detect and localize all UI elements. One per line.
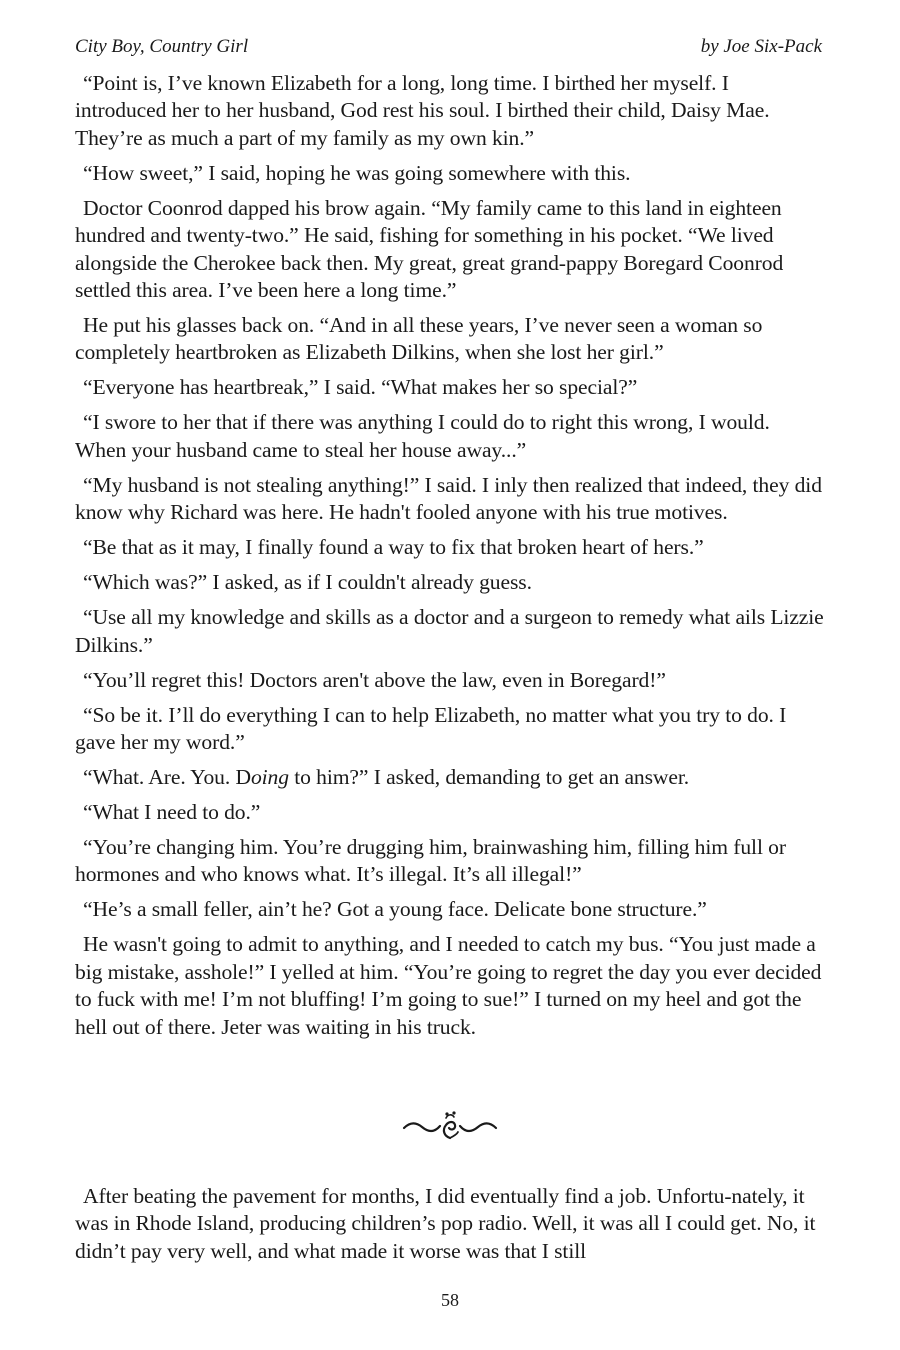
paragraph: “Which was?” I asked, as if I couldn't already guess.: [83, 570, 532, 595]
paragraph: He put his glasses back on. “And in all these years, I’ve never seen a woman so completely heartbroken as Elizabeth Dilkins, when she lost her girl.”: [75, 313, 763, 365]
page-number: 58: [441, 1290, 459, 1310]
paragraph: Doctor Coonrod dapped his brow again. “My family came to this land in eighteen hundred and twenty-two.” He said, fishing for something in his pocket. “We lived alongside the Cherokee back then. My great, great grand-pappy Boregard Coonrod settled this area. I’ve been here a long time.”: [75, 195, 784, 303]
body-text: [75, 70, 825, 1049]
paragraph: “Point is, I’ve known Elizabeth for a long, long time. I birthed her myself. I introduced her to her husband, God rest his soul. I birthed their child, Daisy Mae. They’re as much a part of my family as my own kin.”: [75, 71, 770, 150]
paragraph-with-emphasis: [75, 764, 825, 791]
paragraph: “You’ll regret this! Doctors aren't above the law, even in Boregard!”: [83, 667, 666, 692]
paragraph: “So be it. I’ll do everything I can to help Elizabeth, no matter what you try to do. I gave her my word.”: [75, 702, 787, 755]
paragraph: “Use all my knowledge and skills as a doctor and a surgeon to remedy what ails Lizzie Dilkins.”: [75, 605, 824, 657]
paragraph: “Be that as it may, I finally found a way to fix that broken heart of hers.”: [83, 535, 704, 560]
body-text-after-break: [75, 1183, 825, 1273]
paragraph: “You’re changing him. You’re drugging him, brainwashing him, filling him full or hormones and who knows what. It’s illegal. It’s all illegal!”: [75, 835, 786, 887]
flourish-graphic: [402, 1108, 498, 1142]
paragraph: “How sweet,” I said, hoping he was going somewhere with this.: [83, 160, 631, 185]
paragraph: “I swore to her that if there was anything I could do to right this wrong, I would. When your husband came to steal her house away...”: [75, 410, 770, 462]
section-break-flourish-icon: [0, 1108, 900, 1142]
paragraph: “Everyone has heartbreak,” I said. “What makes her so special?”: [83, 375, 638, 400]
paragraph: He wasn't going to admit to anything, and I needed to catch my bus. “You just made a big mistake, asshole!” I yelled at him. “You’re going to regret the day you ever decided to fuck with me! I’m not bluffing! I’m going to sue!” I turned on my heel and got the hell out of there. Jeter was waiting in his truck.: [75, 932, 822, 1039]
running-header: [75, 36, 822, 58]
paragraph: After beating the pavement for months, I did eventually find a job. Unfortu-nately, it was in Rhode Island, producing children’s pop radio. Well, it was all I could get. No, it didn’t pay very well, and what made it worse was that I still: [75, 1184, 816, 1263]
emphasis-text: oing: [250, 765, 289, 790]
author-name: by Joe Six-Pack: [700, 36, 822, 57]
emphasis-before: “What. Are. You. D: [83, 765, 251, 790]
paragraph: “He’s a small feller, ain’t he? Got a young face. Delicate bone structure.”: [83, 897, 707, 922]
emphasis-after: to him?” I asked, demanding to get an answer.: [288, 765, 690, 790]
book-title: City Boy, Country Girl: [75, 36, 249, 57]
paragraph: “What I need to do.”: [83, 800, 261, 825]
paragraph: “My husband is not stealing anything!” I said. I inly then realized that indeed, they did know why Richard was here. He hadn't fooled anyone with his true motives.: [75, 472, 822, 525]
